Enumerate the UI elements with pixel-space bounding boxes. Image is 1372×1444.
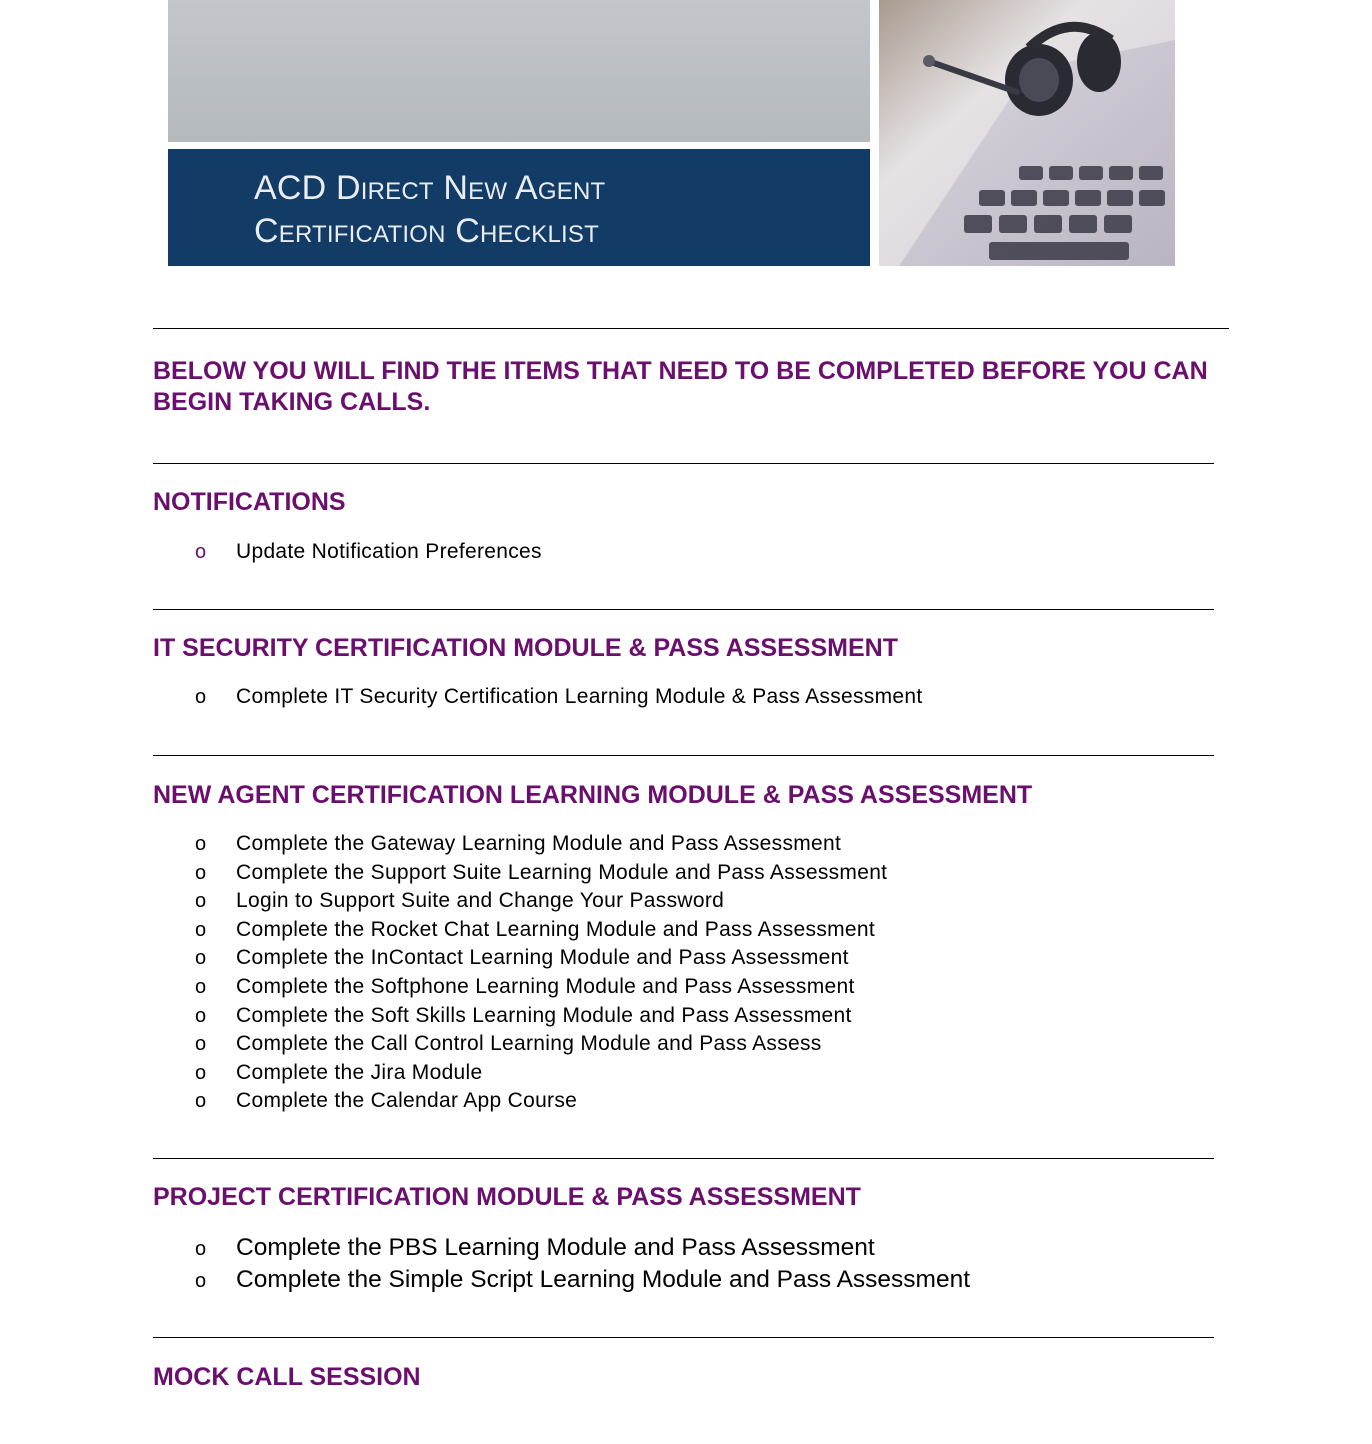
- checklist-item: [195, 1002, 887, 1031]
- checklist-item-text: Complete the Rocket Chat Learning Module and Pass Assessment: [236, 917, 876, 941]
- hollow-circle-bullet-icon: o: [195, 890, 207, 913]
- project-checklist: [195, 1232, 970, 1295]
- checklist-item-text: Complete the Jira Module: [236, 1060, 483, 1084]
- hollow-circle-bullet-icon: o: [195, 861, 207, 884]
- checklist-item: [195, 944, 887, 973]
- checklist-item-text: Complete the Call Control Learning Module and Pass Assess: [236, 1032, 822, 1056]
- hollow-circle-bullet-icon: o: [195, 1033, 207, 1056]
- checklist-item: [195, 1087, 887, 1116]
- checklist-item: [195, 1264, 970, 1296]
- checklist-item-text: Complete the Support Suite Learning Module and Pass Assessment: [236, 860, 888, 884]
- intro-heading: BELOW YOU WILL FIND THE ITEMS THAT NEED TO BE COMPLETED BEFORE YOU CAN BEGIN TAKING CALLS.: [153, 357, 1208, 416]
- hollow-circle-bullet-icon: o: [195, 833, 207, 855]
- checklist-item-text: Complete the Gateway Learning Module and Pass Assessment: [236, 832, 842, 855]
- checklist-item: [195, 538, 542, 567]
- hollow-circle-bullet-icon: o: [195, 1090, 207, 1113]
- document-title-line-1: ACD Direct New Agent: [254, 169, 606, 207]
- checklist-item: [195, 973, 887, 1002]
- document-title-line-2: Certification Checklist: [254, 212, 599, 250]
- it-security-checklist: [195, 683, 922, 712]
- section-heading-mock-call: MOCK CALL SESSION: [153, 1363, 421, 1391]
- checklist-item: [195, 859, 887, 888]
- checklist-item-text: Complete the Softphone Learning Module and Pass Assessment: [236, 974, 855, 998]
- checklist-item-text: Update Notification Preferences: [236, 540, 542, 563]
- checklist-item-text: Complete the Calendar App Course: [236, 1089, 578, 1113]
- section-heading-new-agent: NEW AGENT CERTIFICATION LEARNING MODULE & PASS ASSESSMENT: [153, 781, 1033, 809]
- checklist-item: [195, 1232, 970, 1264]
- divider: [153, 1337, 1214, 1338]
- hollow-circle-bullet-icon: o: [195, 686, 207, 708]
- divider: [153, 609, 1214, 610]
- checklist-item: [195, 683, 922, 712]
- hollow-circle-bullet-icon: o: [195, 541, 207, 563]
- divider: [153, 328, 1229, 329]
- hollow-circle-bullet-icon: o: [195, 1061, 207, 1084]
- checklist-item-text: Complete the Simple Script Learning Module and Pass Assessment: [236, 1265, 971, 1293]
- section-heading-it-security: IT SECURITY CERTIFICATION MODULE & PASS ASSESSMENT: [153, 634, 898, 662]
- checklist-item-text: Login to Support Suite and Change Your Password: [236, 889, 725, 913]
- checklist-item: [195, 830, 887, 859]
- divider: [153, 1158, 1214, 1159]
- divider: [153, 463, 1214, 464]
- hollow-circle-bullet-icon: o: [195, 975, 207, 998]
- checklist-item-text: Complete the PBS Learning Module and Pass Assessment: [236, 1234, 875, 1261]
- hollow-circle-bullet-icon: o: [195, 918, 207, 941]
- section-heading-project: PROJECT CERTIFICATION MODULE & PASS ASSESSMENT: [153, 1183, 861, 1211]
- banner-title-panel: [168, 149, 870, 266]
- hollow-circle-bullet-icon: o: [195, 947, 207, 970]
- hollow-circle-bullet-icon: o: [195, 1269, 207, 1292]
- new-agent-checklist: [195, 830, 887, 1116]
- checklist-item-text: Complete the InContact Learning Module and Pass Assessment: [236, 946, 849, 970]
- checklist-item: [195, 916, 887, 945]
- headset-keyboard-photo: [879, 0, 1175, 266]
- checklist-item-text: Complete the Soft Skills Learning Module and Pass Assessment: [236, 1003, 852, 1027]
- section-heading-notifications: NOTIFICATIONS: [153, 488, 346, 516]
- notifications-checklist: [195, 538, 542, 567]
- checklist-item: [195, 1059, 887, 1088]
- divider: [153, 755, 1214, 756]
- checklist-item: [195, 1030, 887, 1059]
- document-title: [254, 167, 605, 253]
- hollow-circle-bullet-icon: o: [195, 1004, 207, 1027]
- banner-gray-panel: [168, 0, 870, 142]
- checklist-item: [195, 887, 887, 916]
- hollow-circle-bullet-icon: o: [195, 1238, 207, 1260]
- checklist-item-text: Complete IT Security Certification Learning Module & Pass Assessment: [236, 685, 923, 708]
